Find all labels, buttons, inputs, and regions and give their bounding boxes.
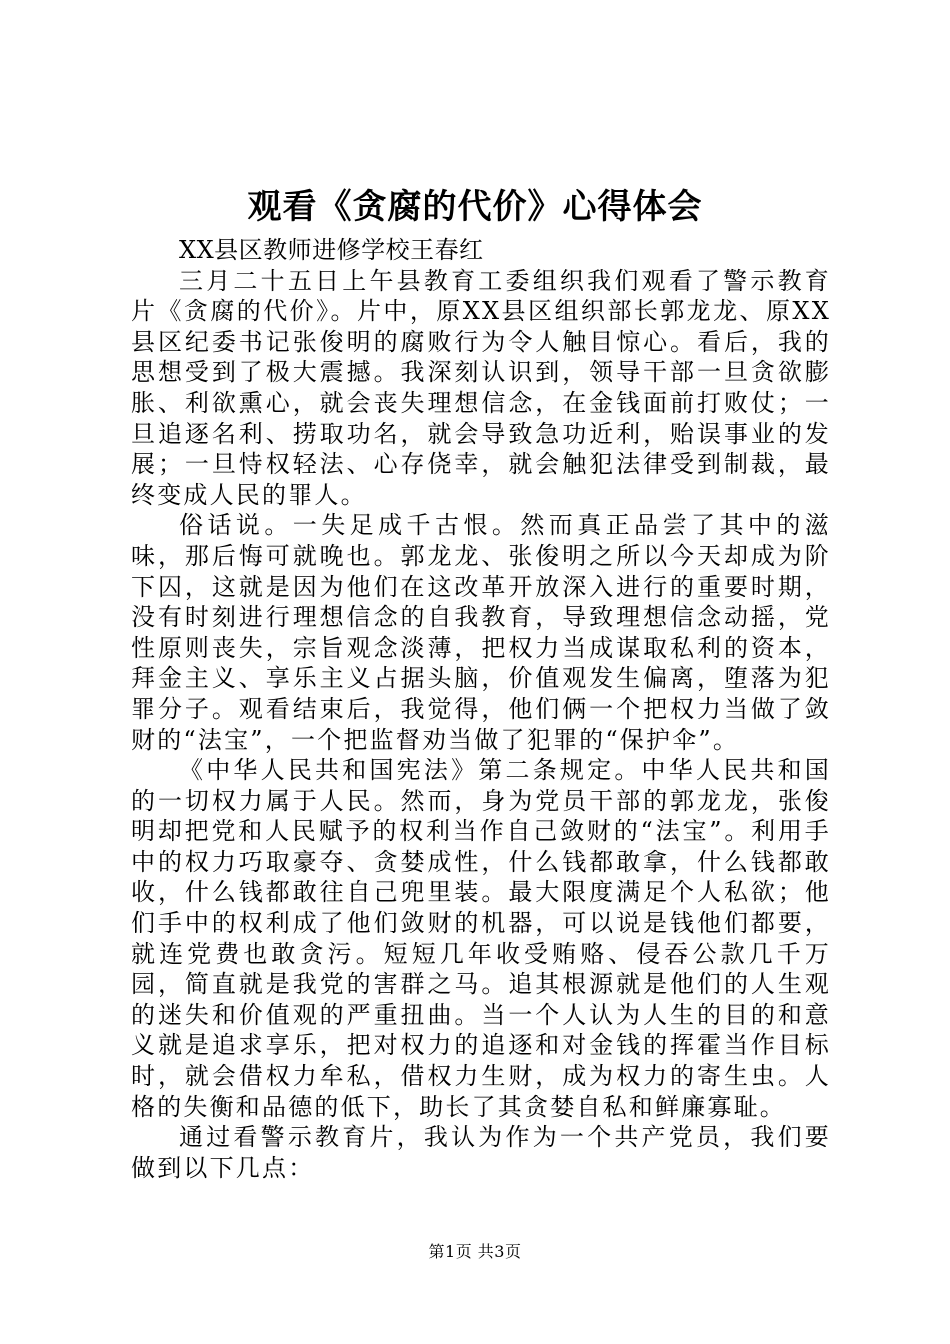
document-body	[131, 235, 831, 1183]
document-title: 观看《贪腐的代价》心得体会	[247, 187, 703, 227]
paragraph: 通过看警示教育片，我认为作为一个共产党员，我们要做到以下几点：	[131, 1123, 831, 1182]
paragraph: 三月二十五日上午县教育工委组织我们观看了警示教育片《贪腐的代价》。片中，原XX县区组织部长郭龙龙、原XX县区纪委书记张俊明的腐败行为令人触目惊心。看后，我的思想受到了极大震撼。我深刻认识到，领导干部一旦贪欲膨胀、利欲熏心，就会丧失理想信念，在金钱面前打败仗；一旦追逐名利、捞取功名，就会导致急功近利，贻误事业的发展；一旦恃权轻法、心存侥幸，就会触犯法律受到制裁，最终变成人民的罪人。	[131, 266, 831, 509]
paragraph: 俗话说。一失足成千古恨。然而真正品尝了其中的滋味，那后悔可就晚也。郭龙龙、张俊明之所以今天却成为阶下囚，这就是因为他们在这改革开放深入进行的重要时期，没有时刻进行理想信念的自我教育，导致理想信念动摇，党性原则丧失，宗旨观念淡薄，把权力当成谋取私利的资本，拜金主义、享乐主义占据头脑，价值观发生偏离，堕落为犯罪分子。观看结束后，我觉得，他们俩一个把权力当做了敛财的“法宝”，一个把监督劝当做了犯罪的“保护伞”。	[131, 511, 831, 754]
author-line: XX县区教师进修学校王春红	[179, 236, 484, 264]
page-footer: 第1页 共3页	[428, 1242, 522, 1261]
paragraph: 《中华人民共和国宪法》第二条规定。中华人民共和国的一切权力属于人民。然而，身为党员干部的郭龙龙，张俊明却把党和人民赋予的权利当作自己敛财的“法宝”。利用手中的权力巧取豪夺、贪婪成性，什么钱都敢拿，什么钱都敢收，什么钱都敢往自己兜里装。最大限度满足个人私欲；他们手中的权利成了他们敛财的机器，可以说是钱他们都要，就连党费也敢贪污。短短几年收受贿赂、侵吞公款几千万园，简直就是我党的害群之马。追其根源就是他们的人生观的迷失和价值观的严重扭曲。当一个人认为人生的目的和意义就是追求享乐，把对权力的追逐和对金钱的挥霍当作目标时，就会借权力牟私，借权力生财，成为权力的寄生虫。人格的失衡和品德的低下，助长了其贪婪自私和鲜廉寡耻。	[131, 756, 831, 1121]
